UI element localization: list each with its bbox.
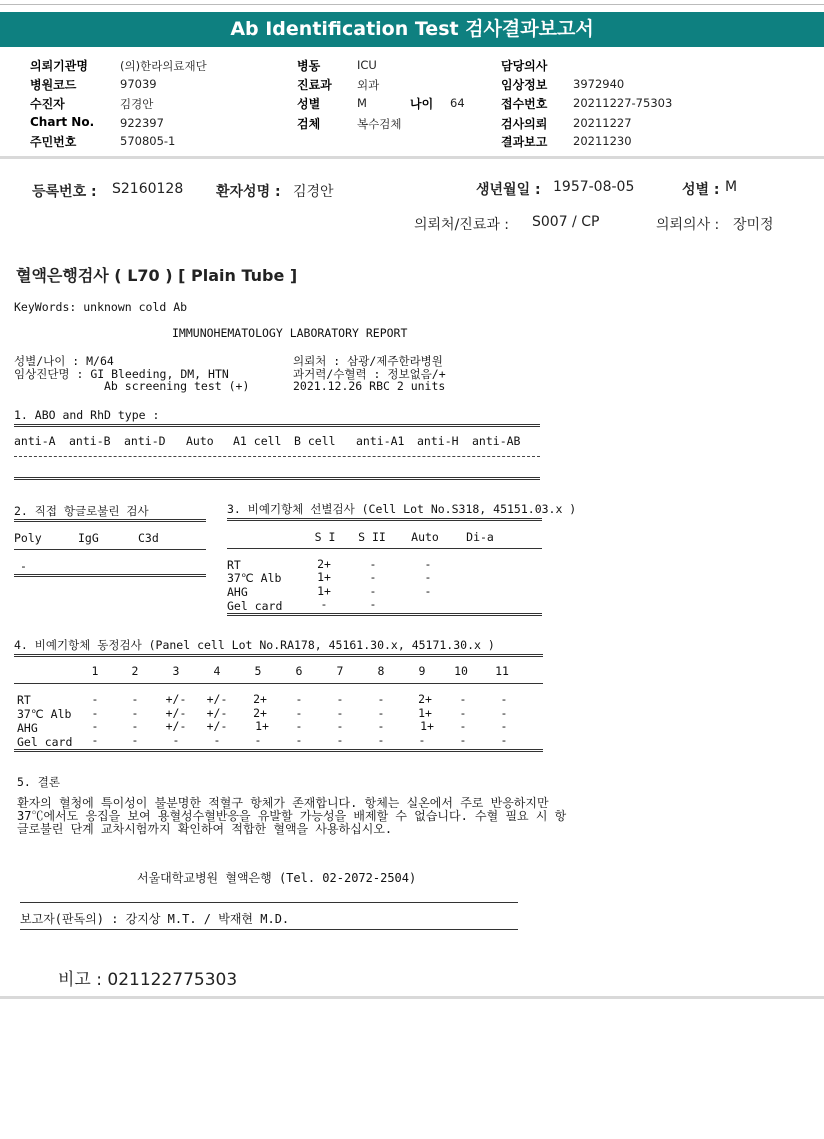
col-header: anti-A [14, 434, 56, 448]
rule [14, 549, 206, 550]
table-cell: 1+ [317, 584, 331, 598]
header-value: (의)한라의료재단 [120, 59, 207, 73]
col-header: S II [358, 530, 386, 544]
info-referrer: 의뢰처 : 삼광/제주한라병원 [293, 354, 443, 368]
keywords: KeyWords: unknown cold Ab [14, 300, 188, 314]
table-cell: - [91, 706, 99, 720]
header-label: 주민번호 [30, 135, 77, 149]
dob-value: 1957-08-05 [553, 179, 635, 195]
doctor-value: 장미정 [733, 217, 774, 233]
table-cell: - [91, 692, 99, 706]
dept-label: 의뢰처/진료과 : [414, 217, 510, 233]
table-cell: - [500, 719, 508, 733]
rule [20, 929, 518, 930]
table-cell: - [377, 733, 385, 747]
table-cell: - [459, 692, 467, 706]
col-header: 11 [495, 664, 509, 678]
section-title: 혈액은행검사 ( L70 ) [ Plain Tube ] [16, 266, 298, 285]
info-diagnosis: 임상진단명 : GI Bleeding, DM, HTN [14, 367, 229, 381]
header-label: 나이 [410, 97, 434, 111]
doctor-label: 의뢰의사 : [656, 217, 720, 233]
col-header: B cell [294, 434, 336, 448]
reporter-line: 보고자(판독의) : 강지상 M.T. / 박재현 M.D. [20, 912, 290, 926]
col-header: Poly [14, 531, 42, 545]
rule [14, 683, 543, 684]
col-header: 6 [295, 664, 303, 678]
header-value: 김경안 [120, 97, 154, 111]
header-label: Chart No. [30, 115, 95, 129]
table-cell: 2+ [418, 692, 432, 706]
col-header: 9 [418, 664, 426, 678]
table-cell: - [131, 719, 139, 733]
header-label: 임상정보 [501, 78, 548, 92]
header-value: 외과 [357, 78, 380, 92]
header-value: 922397 [120, 116, 164, 130]
table-cell: - [424, 557, 432, 571]
table-cell: 2+ [317, 557, 331, 571]
table-cell: - [369, 597, 377, 611]
table-cell: 1+ [420, 719, 434, 733]
col-header: anti-B [69, 434, 111, 448]
dashed-rule [14, 456, 540, 457]
col-header: 8 [377, 664, 385, 678]
col-header: 5 [254, 664, 262, 678]
table-cell: - [91, 719, 99, 733]
col-header: anti-AB [472, 434, 521, 448]
row-label: 37℃ Alb [227, 571, 282, 585]
row-label: 37℃ Alb [17, 707, 72, 721]
table-cell: 2+ [253, 692, 267, 706]
table-cell: - [254, 733, 262, 747]
sec1-title: 1. ABO and RhD type : [14, 408, 160, 422]
header-label: 수진자 [30, 97, 65, 111]
rule [20, 902, 518, 903]
col-header: 2 [131, 664, 139, 678]
header-value: M [357, 96, 367, 110]
table-cell: - [295, 706, 303, 720]
table-cell: - [336, 692, 344, 706]
header-label: 의뢰기관명 [30, 59, 88, 73]
col-header: Auto [411, 530, 439, 544]
double-rule [14, 519, 206, 522]
col-header: Auto [186, 434, 214, 448]
header-label: 병동 [297, 59, 321, 73]
table-cell: +/- [206, 692, 228, 706]
col-header: C3d [138, 531, 159, 545]
table-cell: - [131, 706, 139, 720]
header-label: 담당의사 [501, 59, 548, 73]
table-cell: +/- [206, 706, 228, 720]
info-history: 과거력/수혈력 : 정보없음/+ [293, 367, 446, 381]
col-header: 4 [213, 664, 221, 678]
table-cell: - [213, 733, 221, 747]
table-cell: - [500, 733, 508, 747]
double-rule [227, 518, 542, 521]
table-cell: - [172, 733, 180, 747]
table-cell: - [336, 733, 344, 747]
col-header: anti-D [124, 434, 166, 448]
table-cell: - [424, 570, 432, 584]
header-label: 성별 [297, 97, 321, 111]
table-cell: - [295, 733, 303, 747]
header-value: 복수검체 [357, 117, 402, 131]
table-cell: - [377, 719, 385, 733]
header-label: 검체 [297, 117, 321, 131]
rule [227, 548, 542, 549]
double-rule [14, 574, 206, 577]
table-cell: - [131, 733, 139, 747]
header-value: 570805-1 [120, 134, 176, 148]
table-cell: - [369, 584, 377, 598]
table-cell: - [459, 733, 467, 747]
header-label: 검사의뢰 [501, 117, 548, 131]
col-header: IgG [78, 531, 99, 545]
table-cell: - [369, 557, 377, 571]
row-label: AHG [17, 721, 38, 735]
conclusion-text: 환자의 혈청에 특이성이 불분명한 적혈구 항체가 존재합니다. 항체는 실온에서 주로 반응하지만 37℃에서도 응집을 보여 용혈성수혈반응을 유발할 가능성을 배제할 수 없습니다. 수혈 필요 시 항글로불린 단계 교차시험까지 확인하여 적합한 혈액을 사용하십시오. [17, 796, 567, 836]
bottom-divider [0, 996, 824, 999]
table-cell: - [131, 692, 139, 706]
report-title: Ab Identification Test 검사결과보고서 [0, 12, 824, 47]
info-transfusion: 2021.12.26 RBC 2 units [293, 379, 446, 393]
row-label: AHG [227, 585, 248, 599]
info-diagnosis-2: Ab screening test (+) [104, 379, 250, 393]
double-rule [14, 749, 543, 752]
table-cell: 2+ [253, 706, 267, 720]
table-cell: +/- [206, 719, 228, 733]
sec2-title: 2. 직접 항글로불린 검사 [14, 504, 149, 518]
row-label: Gel card [227, 599, 283, 613]
sex-label: 성별 : [682, 182, 720, 198]
top-border [0, 4, 824, 5]
header-value: 20211227 [573, 116, 632, 130]
table-cell: - [418, 733, 426, 747]
table-cell: +/- [165, 692, 187, 706]
double-rule [227, 613, 542, 616]
lab-report-title: IMMUNOHEMATOLOGY LABORATORY REPORT [172, 326, 408, 340]
sex-value: M [725, 179, 738, 195]
table-cell: - [295, 692, 303, 706]
table-cell: - [336, 719, 344, 733]
dob-label: 생년월일 : [476, 182, 541, 198]
header-label: 병원코드 [30, 78, 77, 92]
table-cell: - [295, 719, 303, 733]
table-cell: 1+ [255, 719, 269, 733]
double-rule [14, 477, 540, 480]
table-cell: - [377, 692, 385, 706]
double-rule [14, 654, 543, 657]
col-header: S I [314, 530, 336, 544]
table-cell: - [369, 570, 377, 584]
table-cell: - [91, 733, 99, 747]
header-label: 접수번호 [501, 97, 548, 111]
table-cell: +/- [165, 706, 187, 720]
table-cell: - [424, 584, 432, 598]
divider [0, 156, 824, 159]
reg-label: 등록번호 : [32, 184, 97, 200]
table-cell: - [336, 706, 344, 720]
col-header: 1 [91, 664, 99, 678]
col-header: anti-H [417, 434, 459, 448]
name-value: 김경안 [293, 184, 334, 200]
col-header: 3 [172, 664, 180, 678]
reg-value: S2160128 [112, 181, 184, 197]
dept-value: S007 / CP [532, 214, 600, 230]
table-cell: - [500, 706, 508, 720]
row-label: RT [17, 693, 31, 707]
table-cell: - [320, 597, 328, 611]
hospital-line: 서울대학교병원 혈액은행 (Tel. 02-2072-2504) [137, 871, 417, 885]
col-header: Di-a [466, 530, 494, 544]
header-value: 20211230 [573, 134, 632, 148]
row-label: Gel card [17, 735, 73, 749]
table-cell: 1+ [418, 706, 432, 720]
col-header: 10 [454, 664, 468, 678]
header-label: 결과보고 [501, 135, 548, 149]
table-cell: +/- [165, 719, 187, 733]
sec5-title: 5. 결론 [17, 775, 60, 789]
table-cell: - [377, 706, 385, 720]
table-cell: 1+ [317, 570, 331, 584]
header-value: ICU [357, 58, 377, 72]
name-label: 환자성명 : [216, 184, 281, 200]
table-cell: - [500, 692, 508, 706]
header-value: 20211227-75303 [573, 96, 673, 110]
col-header: anti-A1 [356, 434, 405, 448]
sec4-title: 4. 비예기항체 동정검사 (Panel cell Lot No.RA178, 45161.30.x, 45171.30.x ) [14, 638, 495, 652]
dat-value: - [20, 559, 27, 573]
table-cell: - [459, 706, 467, 720]
info-sex-age: 성별/나이 : M/64 [14, 354, 114, 368]
table-cell: - [459, 719, 467, 733]
sec3-title: 3. 비예기항체 선별검사 (Cell Lot No.S318, 45151.03.x ) [227, 502, 577, 516]
header-value: 3972940 [573, 77, 625, 91]
header-label: 진료과 [297, 78, 332, 92]
remark: 비고 : 021122775303 [58, 970, 238, 990]
row-label: RT [227, 558, 241, 572]
col-header: A1 cell [233, 434, 282, 448]
col-header: 7 [336, 664, 344, 678]
header-value: 97039 [120, 77, 157, 91]
double-rule [14, 424, 540, 427]
header-value: 64 [450, 96, 465, 110]
